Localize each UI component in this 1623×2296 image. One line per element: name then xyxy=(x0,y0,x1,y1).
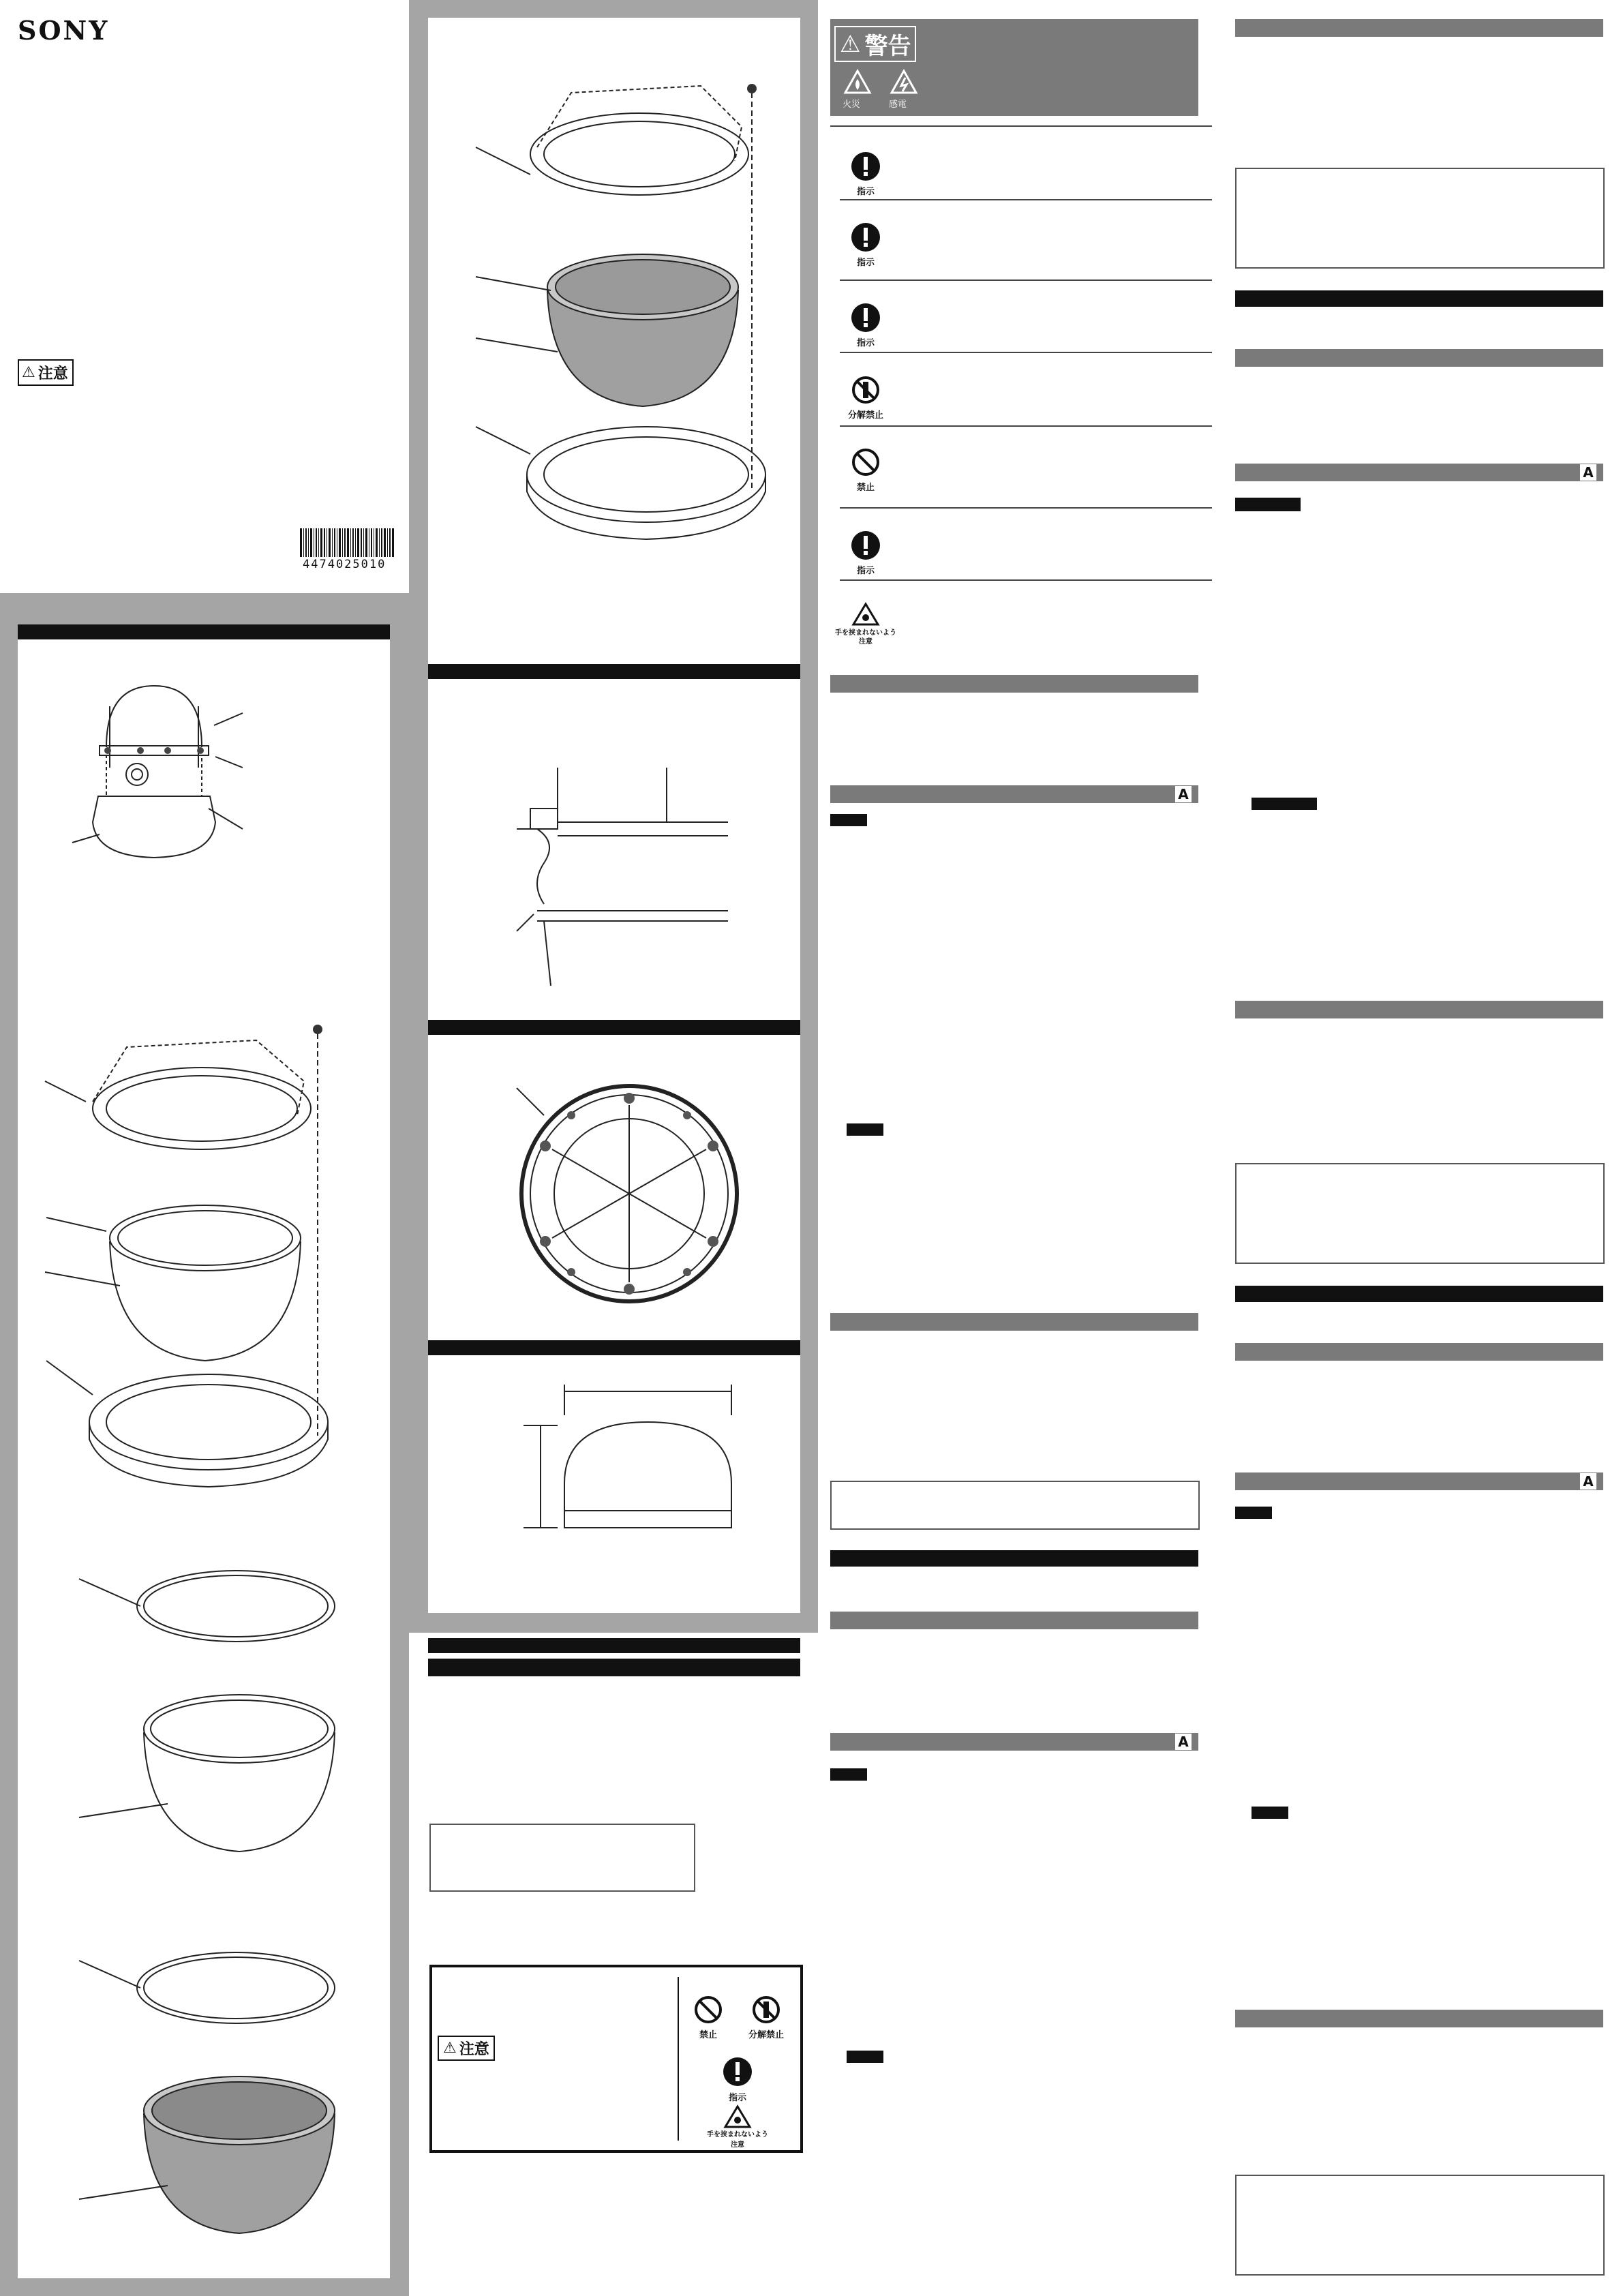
col4-title-bar xyxy=(1235,1286,1603,1302)
col4-section-bar xyxy=(1235,19,1603,37)
section-marker: A xyxy=(1175,1734,1192,1750)
warning-title: 警告 xyxy=(864,33,911,60)
no-disassembly-icon xyxy=(851,375,881,405)
electric-shock-icon xyxy=(890,70,917,94)
legend-caution-text: 注意 xyxy=(459,2041,489,2058)
barcode xyxy=(300,528,395,557)
prohibited-icon xyxy=(851,447,881,477)
fire-label: 火災 xyxy=(843,100,861,110)
warning-item-label: 指示 xyxy=(856,566,875,576)
col4-note-chip xyxy=(1252,1807,1288,1819)
col4-info-box xyxy=(1235,2175,1605,2276)
warning-item-label: 指示 xyxy=(856,187,875,197)
col3-note-chip xyxy=(847,2051,883,2063)
col3-note-chip xyxy=(847,1123,883,1136)
barcode-number: 4474025010 xyxy=(303,558,386,571)
warning-item-label: 禁止 xyxy=(856,483,875,493)
instruction-icon xyxy=(851,530,881,560)
pinch-hazard-icon xyxy=(852,603,879,626)
warning-title-badge xyxy=(834,26,916,62)
col4-section-bar xyxy=(1235,464,1603,481)
warning-triangle-icon: ⚠ xyxy=(22,364,35,381)
instruction-icon xyxy=(851,151,881,181)
clear-dome-diagram xyxy=(79,1558,365,1865)
section-header-bar-4 xyxy=(428,1340,800,1355)
section-header-bar-3 xyxy=(428,1020,800,1035)
col3-info-box xyxy=(830,1481,1200,1530)
symbol-legend-box xyxy=(429,1965,803,2153)
col3-section-bar xyxy=(830,785,1198,803)
row-divider xyxy=(840,425,1212,427)
section-header-bar-2 xyxy=(428,664,800,679)
instruction-icon xyxy=(722,2056,753,2087)
warning-item-label: 分解禁止 xyxy=(847,410,883,421)
warning-item-label: 指示 xyxy=(856,258,875,268)
col4-section-bar xyxy=(1235,1343,1603,1361)
section-marker: A xyxy=(1580,1473,1596,1490)
col3-section-bar xyxy=(830,675,1198,693)
col4-section-bar xyxy=(1235,1001,1603,1018)
wire-attachment-detail xyxy=(517,768,735,993)
row-divider xyxy=(840,352,1212,353)
warning-item-label: 手を挟まれないよう注意 xyxy=(835,629,896,646)
exploded-dome-diagram-2 xyxy=(496,79,783,570)
col4-subheading-chip xyxy=(1235,1507,1272,1519)
exploded-dome-diagram-1 xyxy=(45,1013,365,1490)
col4-subheading-chip xyxy=(1235,498,1301,511)
row-divider xyxy=(840,280,1212,281)
col4-info-box xyxy=(1235,1163,1605,1264)
section-marker: A xyxy=(1580,464,1596,481)
smoked-dome-diagram xyxy=(79,1940,365,2240)
legend-divider xyxy=(678,1977,679,2141)
col3-section-bar xyxy=(830,1612,1198,1629)
section-marker: A xyxy=(1175,786,1192,802)
col4-info-box xyxy=(1235,168,1605,269)
fire-icon xyxy=(844,70,871,94)
camera-assembly-diagram xyxy=(72,672,249,863)
info-box xyxy=(429,1824,695,1892)
prohibited-icon xyxy=(693,1995,723,2025)
caution-text: 注意 xyxy=(37,365,68,382)
legend-prohibited-label: 禁止 xyxy=(699,2030,717,2040)
section-header-bar xyxy=(18,624,390,639)
col4-section-bar xyxy=(1235,1472,1603,1490)
warning-triangle-icon: ⚠ xyxy=(840,30,861,58)
cover-panel xyxy=(0,0,409,593)
col4-note-chip xyxy=(1252,798,1317,810)
dome-dimension-diagram xyxy=(524,1381,742,1545)
row-divider xyxy=(840,199,1212,200)
col3-section-bar xyxy=(830,1733,1198,1751)
title-bar-2 xyxy=(428,1659,800,1676)
mid-lower-panel xyxy=(409,1633,818,2296)
left-diagram-panel xyxy=(18,624,390,2278)
row-divider xyxy=(840,579,1212,581)
warning-header-rule xyxy=(830,125,1212,127)
legend-caution-badge xyxy=(438,2036,495,2061)
mounting-ring-top-view xyxy=(517,1081,742,1306)
col3-title-bar xyxy=(830,1550,1198,1567)
warning-triangle-icon: ⚠ xyxy=(443,2040,457,2057)
electric-shock-label: 感電 xyxy=(889,100,907,110)
instruction-icon xyxy=(851,303,881,333)
mid-diagram-panel xyxy=(428,18,800,1613)
col4-section-bar xyxy=(1235,349,1603,367)
row-divider xyxy=(840,507,1212,509)
instruction-icon xyxy=(851,222,881,252)
legend-instruction-label: 指示 xyxy=(728,2093,746,2103)
col3-subheading-chip xyxy=(830,814,867,826)
col4-title-bar xyxy=(1235,290,1603,307)
legend-no-disassembly-label: 分解禁止 xyxy=(748,2030,784,2040)
title-bar-1 xyxy=(428,1638,800,1653)
sony-logo: SONY xyxy=(18,15,110,46)
col3-section-bar xyxy=(830,1313,1198,1331)
col4-section-bar xyxy=(1235,2010,1603,2027)
caution-badge xyxy=(18,359,74,386)
no-disassembly-icon xyxy=(751,1995,781,2025)
pinch-hazard-icon xyxy=(724,2105,751,2128)
legend-pinch-label: 手を挟まれないよう注意 xyxy=(707,2131,768,2149)
warning-item-label: 指示 xyxy=(856,338,875,348)
warning-header xyxy=(830,19,1198,116)
col3-subheading-chip xyxy=(830,1768,867,1781)
